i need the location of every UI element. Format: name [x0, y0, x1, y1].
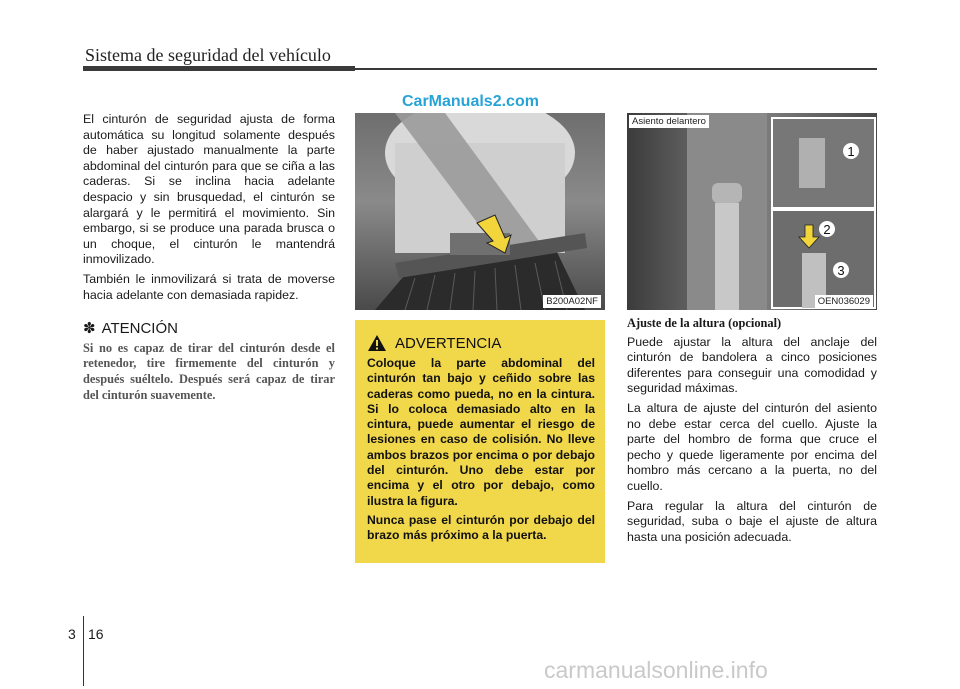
body-paragraph: La altura de ajuste del cinturón del asiento no debe estar cerca del cuello. Ajuste la parte del hombro de forma que cruce el pecho y quede ligeramente por encima del hombro más cercano a la puerta, no del cuello.: [627, 400, 877, 493]
header-rule: [355, 68, 877, 70]
attention-heading: [83, 321, 335, 337]
site-watermark: carmanualsonline.info: [544, 657, 768, 683]
header-bar: [83, 66, 355, 71]
body-paragraph: Para regular la altura del cinturón de seguridad, suba o baje el ajuste de altura hasta una posición adecuada.: [627, 498, 877, 544]
page-number: 16: [88, 626, 104, 642]
figure-code: OEN036029: [815, 295, 873, 308]
callout-2: 2: [823, 222, 831, 237]
figure-tag: Asiento delantero: [629, 115, 709, 128]
asterisk-icon: ✽: [83, 320, 96, 338]
body-paragraph: El cinturón de seguridad ajusta de forma automática su longitud solamente después de haber ajustado manualmente la parte abdominal del cinturón para que se ciña a las caderas. Si se inclina hacia adelante despacio y sin brusquedad, el cinturón se alargará y le permitirá el movimiento. Sin embargo, si se produce una parada brusca o un choque, el cinturón le mantendrá inmovilizado.: [83, 112, 335, 267]
attention-title: ATENCIÓN: [101, 320, 178, 338]
callout-1: 1: [847, 144, 855, 159]
section-subtitle: Ajuste de la altura (opcional): [627, 316, 782, 330]
section-number: 3: [68, 626, 76, 642]
warning-paragraph: Coloque la parte abdominal del cinturón tan bajo y ceñido sobre las caderas como pueda, no en la cintura. Si lo coloca demasiado alto en la cintura, puede aumentar el riesgo de lesiones en caso de colisión. No lleve ambos brazos por encima o por debajo del cinturón. Uno debe estar por encima y el otro por debajo, como ilustra la figura.: [367, 356, 595, 508]
left-column: [83, 112, 335, 407]
page-header-title: Sistema de seguridad del vehículo: [85, 45, 331, 65]
figure-code: B200A02NF: [543, 295, 601, 308]
footer-divider: [83, 616, 84, 686]
figure-height-adjuster: [627, 113, 877, 310]
watermark-text: CarManuals2.com: [402, 93, 539, 110]
body-paragraph: También le inmovilizará si trata de moverse hacia adelante con demasiada rapidez.: [83, 271, 335, 302]
warning-title: ADVERTENCIA: [395, 334, 502, 352]
figure-seatbelt-lap: [355, 113, 605, 310]
body-paragraph: Puede ajustar la altura del anclaje del cinturón de bandolera a cinco posiciones diferentes para conseguir una comodidad y seguridad máximas.: [627, 334, 877, 396]
attention-body: Si no es capaz de tirar del cinturón desde el retenedor, tire firmemente del cinturón y después suéltelo. Después será capaz de tirar del cinturón suavemente.: [83, 340, 335, 402]
lap-belt-illustration: [355, 113, 605, 310]
warning-triangle-icon: [367, 334, 387, 352]
warning-paragraph: Nunca pase el cinturón por debajo del brazo más próximo a la puerta.: [367, 512, 595, 543]
right-column: [627, 316, 877, 549]
warning-box: [355, 320, 605, 563]
warning-header: [367, 334, 595, 352]
callout-3: 3: [837, 263, 845, 278]
height-adjuster-illustration: [627, 113, 877, 310]
